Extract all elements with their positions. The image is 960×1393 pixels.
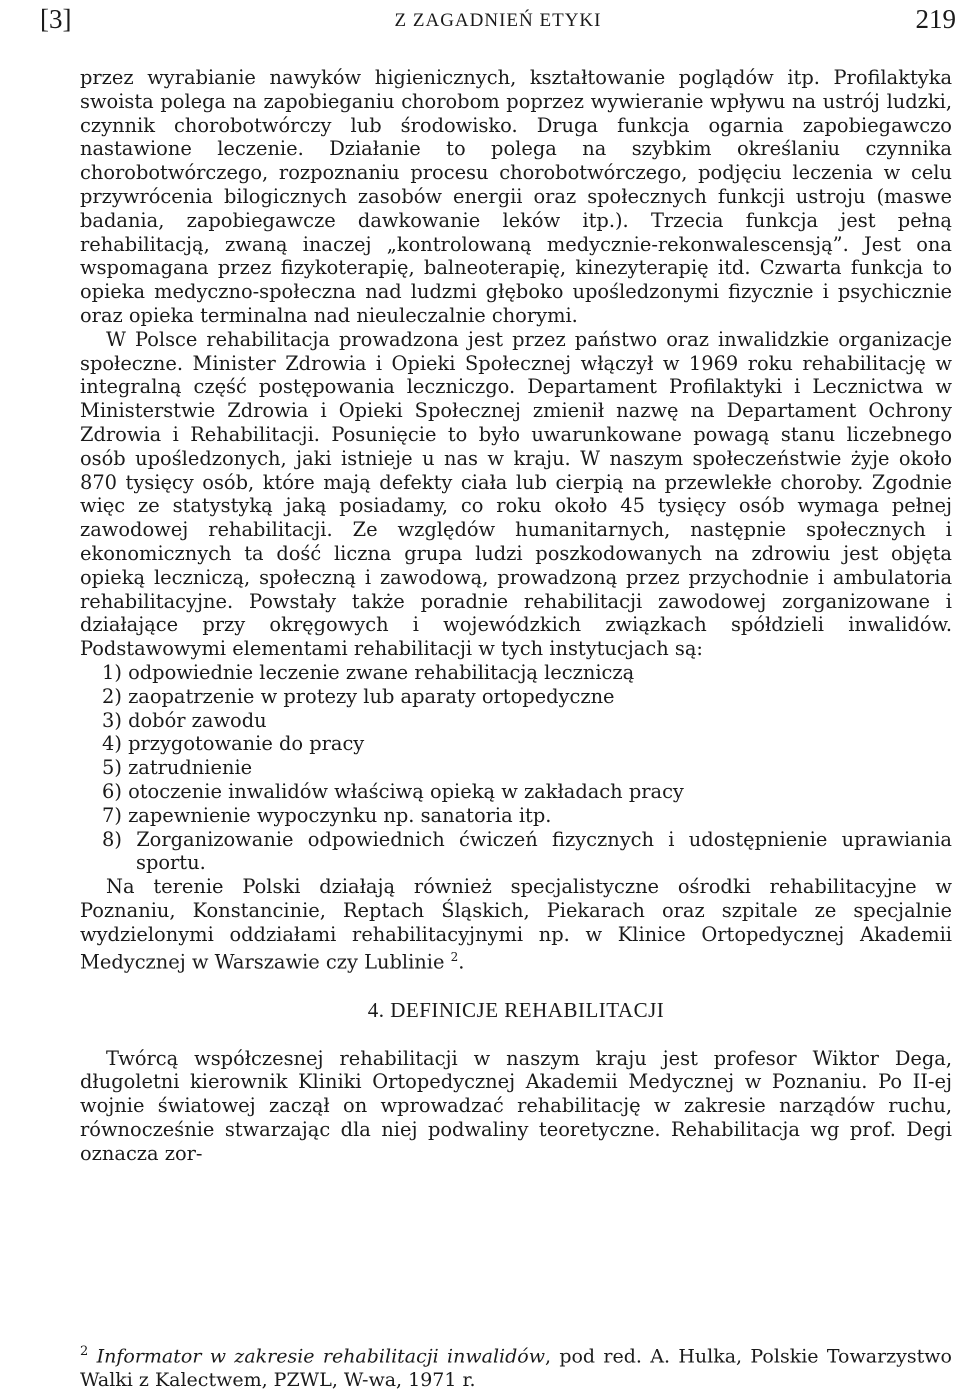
section-number: [3] xyxy=(40,4,72,34)
paragraph-continuation: przez wyrabianie nawyków higienicznych, kształtowanie poglądów itp. Profilaktyka swoista polega na zapobieganiu chorobom poprzez wywieranie wpływu na ustrój ludzki, czynnik chorobotwórczy lub środowisko. Druga funkcja ogarnia zapobiegawczo nastawione leczenie. Działanie to polega na szybkim określaniu czynnika chorobotwórczego, rozpoznaniu procesu chorobotwórczego, podjęciu leczenia w celu przywrócenia bilogicznych zasobów energii oraz społecznych funkcji ustroju (maswe badania, zapobiegawcze dawkowanie leków itp.). Trzecia funkcja jest pełną rehabilitacją, zwaną inaczej „kontrolowaną medycznie-rekonwalescensją”. Jest ona wspomagana przez fizykoterapię, balneoterapię, kinezyterapię itd. Czwarta funkcja to opieka medyczno-społeczna nad ludzmi głęboko upośledzonymi fizycznie i psychicznie oraz opieka terminalna nad nieuleczalnie chorymi. xyxy=(80,66,952,327)
paragraph-poland-rehabilitation: W Polsce rehabilitacja prowadzona jest przez państwo oraz inwalidzkie organizacje społeczne. Minister Zdrowia i Opieki Społecznej włączył w 1969 roku rehabilitację w integralną część postępowania leczniczgo. Departament Profilaktyki i Lecznictwa w Ministerstwie Zdrowia i Opieki Społecznej zmienił nazwę na Departament Ochrony Zdrowia i Rehabilitacji. Posunięcie to było uwarunkowane powagą stanu liczebnego osób upośledzonych, jaki istnieje u nas w kraju. W naszym społeczeństwie żyje około 870 tysięcy osób, które mają defekty ciała lub cierpią na przewlekłe choroby. Zgodnie więc ze statystyką jaką posiadamy, co roku około 45 tysięcy osób wymaga pełnej zawodowej rehabilitacji. Ze względów humanitarnych, następnie społecznych i ekonomicznych ta dość liczna grupa ludzi poszkodowanych na zdrowiu jest objęta opieką leczniczą, społeczną i zawodową, prowadzoną przez przychodnie i ambulatoria rehabilitacyjne. Powstały także poradnie rehabilitacji zawodowej zorganizowane i działające przy okręgowych i wojewódzkich związkach spółdzieli inwalidów. Podstawowymi elementami rehabilitacji w tych instytucjach są: xyxy=(80,327,952,661)
footnote-number: 2 xyxy=(80,1344,89,1359)
page-number: 219 xyxy=(915,4,956,34)
footnote-details: , pod red. A. Hulka, Polskie Towarzystwo Walki z Kalectwem, PZWL, W-wa, 1971 r. xyxy=(80,1345,952,1392)
list-item: 6) otoczenie inwalidów właściwą opieką w zakładach pracy xyxy=(102,779,684,803)
footnote xyxy=(80,1340,952,1393)
list-item: 7) zapewnienie wypoczynku np. sanatoria itp. xyxy=(102,803,552,827)
list-item: 2) zaopatrzenie w protezy lub aparaty ortopedyczne xyxy=(102,684,615,708)
paragraph-centers-text: Na terenie Polski działają również specjalistyczne ośrodki rehabilitacyjne w Poznaniu, Konstancinie, Reptach Śląskich, Piekarach oraz szpitale ze specjalnie wydzielonymi oddziałami rehabilitacyjnymi np. w Klinice Ortopedycznej Akademii Medycznej w Warszawie czy Lublinie xyxy=(80,875,952,974)
running-header xyxy=(40,4,956,38)
paragraph-centers xyxy=(80,875,952,975)
running-title: Z ZAGADNIEŃ ETYKI xyxy=(394,10,602,31)
body-text xyxy=(80,66,952,1166)
paragraph-centers-end: . xyxy=(458,950,465,974)
list-item: 4) przygotowanie do pracy xyxy=(102,732,365,756)
footnote-reference: 2 xyxy=(450,950,459,965)
section-heading: 4. DEFINICJE REHABILITACJI xyxy=(367,997,665,1022)
paragraph-definition: Twórcą współczesnej rehabilitacji w naszym kraju jest profesor Wiktor Dega, długoletni kierownik Kliniki Ortopedycznej Akademii Medycznej w Poznaniu. Po II-ej wojnie światowej zaczął on wprowadzać rehabilitację w zakresie narządów ruchu, równocześnie stwarzając dla niej podwaliny teoretyczne. Rehabilitacja wg prof. Degi oznacza zor- xyxy=(80,1046,952,1165)
list-item: 3) dobór zawodu xyxy=(102,708,267,732)
footnote-title: Informator w zakresie rehabilitacji inwalidów xyxy=(96,1345,545,1368)
list-item: 1) odpowiednie leczenie zwane rehabilitacją leczniczą xyxy=(102,660,635,684)
list-item: 5) zatrudnienie xyxy=(102,756,253,780)
rehabilitation-elements-list xyxy=(80,661,952,875)
list-item: 8) Zorganizowanie odpowiednich ćwiczeń fizycznych i udostępnienie uprawiania sportu. xyxy=(102,827,952,875)
